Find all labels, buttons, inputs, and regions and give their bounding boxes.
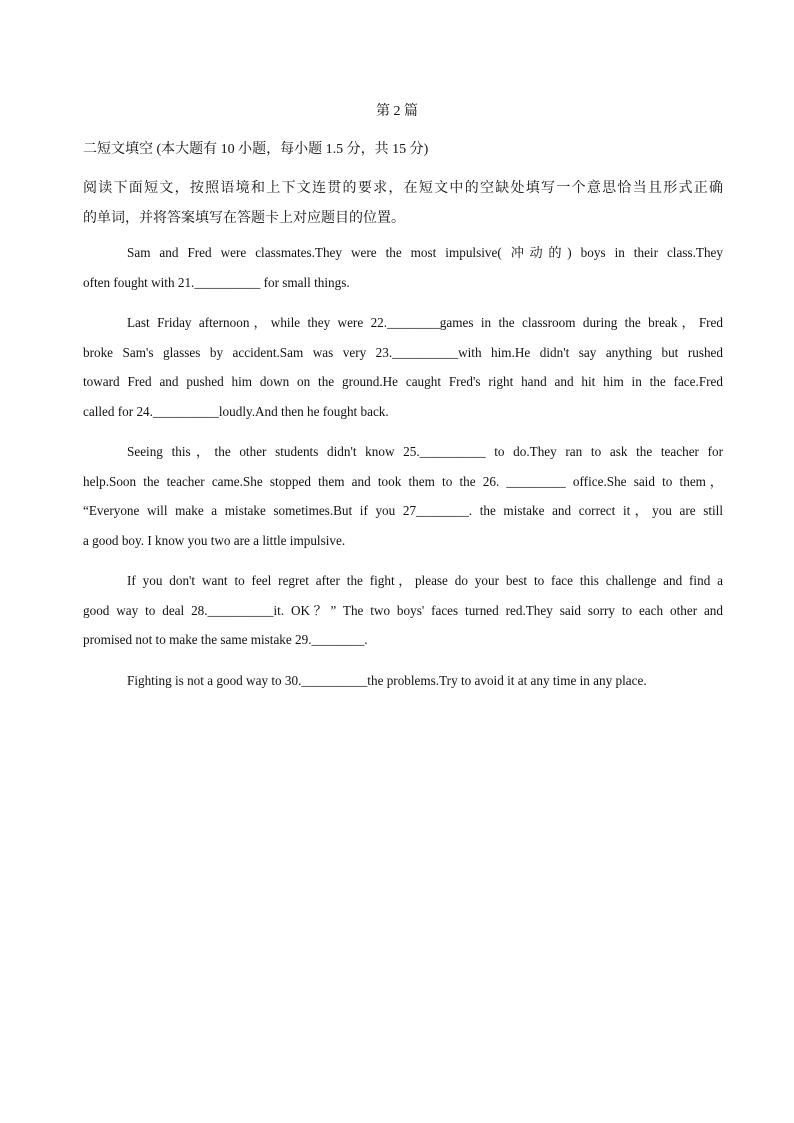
passage-line: Seeing this，the other students didn't know 25.__________ to do.They ran to ask the teacher for [127,444,723,459]
document-title: 第 2 篇 [376,104,418,119]
passage-line: If you don't want to feel regret after the fight，please do your best to face this challenge and find a [127,573,723,588]
passage [83,238,723,706]
passage-line: promised not to make the same mistake 29.________. [83,632,368,647]
passage-paragraph [83,238,723,297]
passage-line: toward Fred and pushed him down on the ground.He caught Fred's right hand and hit him in the face.Fred [83,374,723,389]
passage-line: called for 24.__________loudly.And then he fought back. [83,403,389,419]
passage-line: Sam and Fred were classmates.They were the most impulsive( 冲动的) boys in their class.They [127,245,723,260]
passage-line: Last Friday afternoon，while they were 22.________games in the classroom during the break，Fred [127,315,723,330]
passage-paragraph [83,566,723,655]
passage-line: “Everyone will make a mistake sometimes.But if you 27________. the mistake and correct it，you are still [83,503,723,518]
instructions-line: 的单词，并将答案填写在答题卡上对应题目的位置。 [83,210,405,226]
passage-line: a good boy. I know you two are a little impulsive. [83,532,346,548]
passage-line: Fighting is not a good way to 30.__________the problems.Try to avoid it at any time in any place. [127,672,647,688]
passage-paragraph [83,308,723,426]
passage-line: help.Soon the teacher came.She stopped them and took them to the 26. _________ office.She said to them， [83,473,723,489]
passage-line: broke Sam's glasses by accident.Sam was very 23.__________with him.He didn't say anything but rushed [83,344,723,360]
section-heading: 二短文填空 (本大题有 10 小题，每小题 1.5 分，共 15 分) [83,142,429,157]
passage-line: good way to deal 28.__________it. OK？” The two boys' faces turned red.They said sorry to each other and [83,602,723,618]
passage-paragraph [83,666,723,696]
passage-line: often fought with 21.__________ for small things. [83,274,350,290]
instructions [83,174,723,233]
instructions-line: 阅读下面短文，按照语境和上下文连贯的要求，在短文中的空缺处填写一个意思恰当且形式正确 [83,181,723,196]
passage-paragraph [83,437,723,555]
